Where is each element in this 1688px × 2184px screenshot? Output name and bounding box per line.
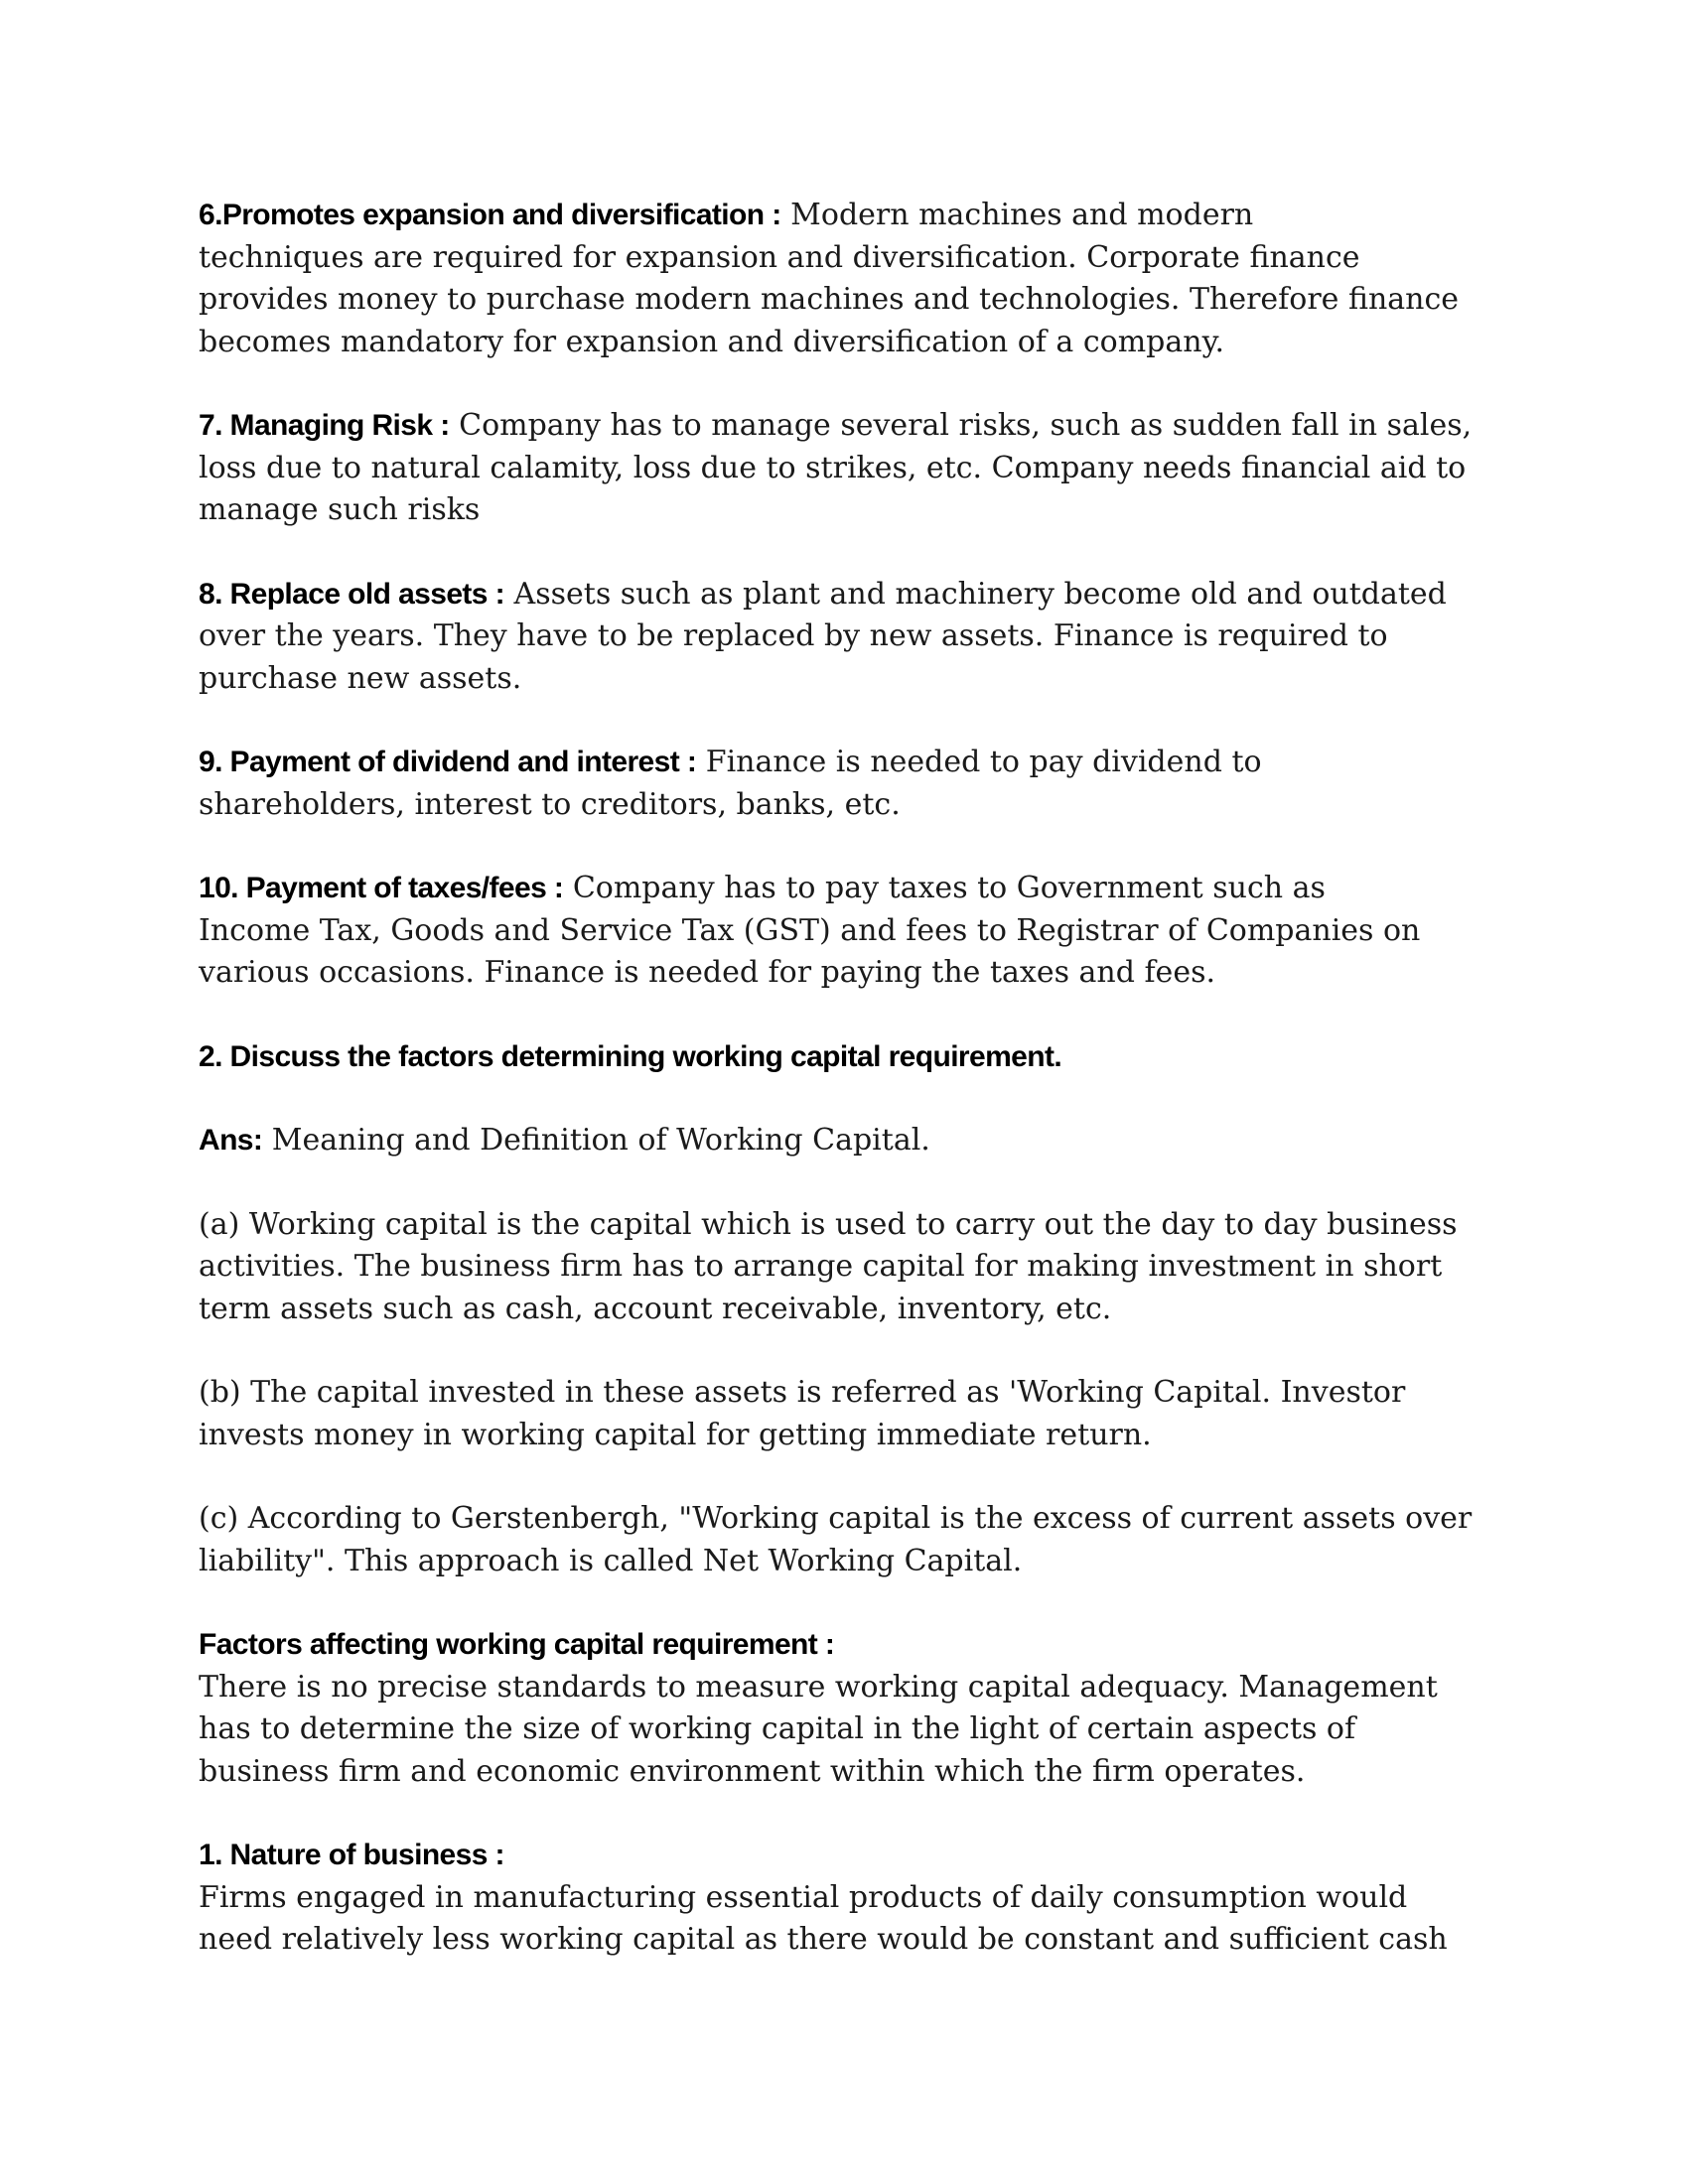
answer-intro <box>199 1120 1509 1162</box>
nature-section <box>199 1835 1509 1962</box>
document-page <box>199 195 1509 2003</box>
answer-label: Ans: <box>199 1124 263 1157</box>
item-label: 10. Payment of taxes/fees : <box>199 872 564 904</box>
item-label: 8. Replace old assets : <box>199 577 505 611</box>
item-text: Modern machines and modern techniques are required for expansion and diversification. Corporate finance provides money to purchase modern machines and technologies. Therefore finance becomes mandatory for expansion and diversification of a company. <box>199 198 1460 359</box>
nature-text: Firms engaged in manufacturing essential products of daily consumption would need relatively less working capital as there would be constant and sufficient cash <box>199 1879 1448 1957</box>
item-text: Company has to pay taxes to Government such as Income Tax, Goods and Service Tax (GST) and fees to Registrar of Companies on various occasions. Finance is needed for paying the taxes and fees. <box>199 871 1421 990</box>
item-payment-taxes <box>199 868 1509 995</box>
nature-heading: 1. Nature of business : <box>199 1839 504 1871</box>
factors-heading: Factors affecting working capital requirement : <box>199 1628 835 1661</box>
question-heading: 2. Discuss the factors determining working capital requirement. <box>199 1039 1062 1073</box>
item-promotes-expansion <box>199 195 1509 363</box>
item-text: Company has to manage several risks, such as sudden fall in sales, loss due to natural calamity, loss due to strikes, etc. Company needs financial aid to manage such risks <box>199 408 1473 527</box>
item-replace-old-assets <box>199 574 1509 701</box>
item-text: Finance is needed to pay dividend to shareholders, interest to creditors, banks, etc. <box>199 745 1262 822</box>
item-label: 7. Managing Risk : <box>199 409 450 442</box>
definition-a: (a) Working capital is the capital which is used to carry out the day to day business activities. The business firm has to arrange capital for making investment in short term assets such as cash, account receivable, inventory, etc. <box>199 1206 1458 1326</box>
answer-text: Meaning and Definition of Working Capital. <box>262 1123 930 1158</box>
item-label: 9. Payment of dividend and interest : <box>199 746 697 778</box>
item-label: 6.Promotes expansion and diversification : <box>199 199 781 231</box>
item-payment-dividend <box>199 742 1509 826</box>
definition-b: (b) The capital invested in these assets is referred as 'Working Capital. Investor invests money in working capital for getting immediate return. <box>199 1375 1406 1452</box>
factors-text: There is no precise standards to measure working capital adequacy. Management has to determine the size of working capital in the light of certain aspects of business firm and economic environment within which the firm operates. <box>199 1669 1438 1789</box>
item-text: Assets such as plant and machinery become old and outdated over the years. They have to be replaced by new assets. Finance is required to purchase new assets. <box>199 576 1447 696</box>
factors-section <box>199 1624 1509 1793</box>
definition-c: (c) According to Gerstenbergh, "Working capital is the excess of current assets over liability". This approach is called Net Working Capital. <box>199 1501 1473 1578</box>
item-managing-risk <box>199 405 1509 532</box>
